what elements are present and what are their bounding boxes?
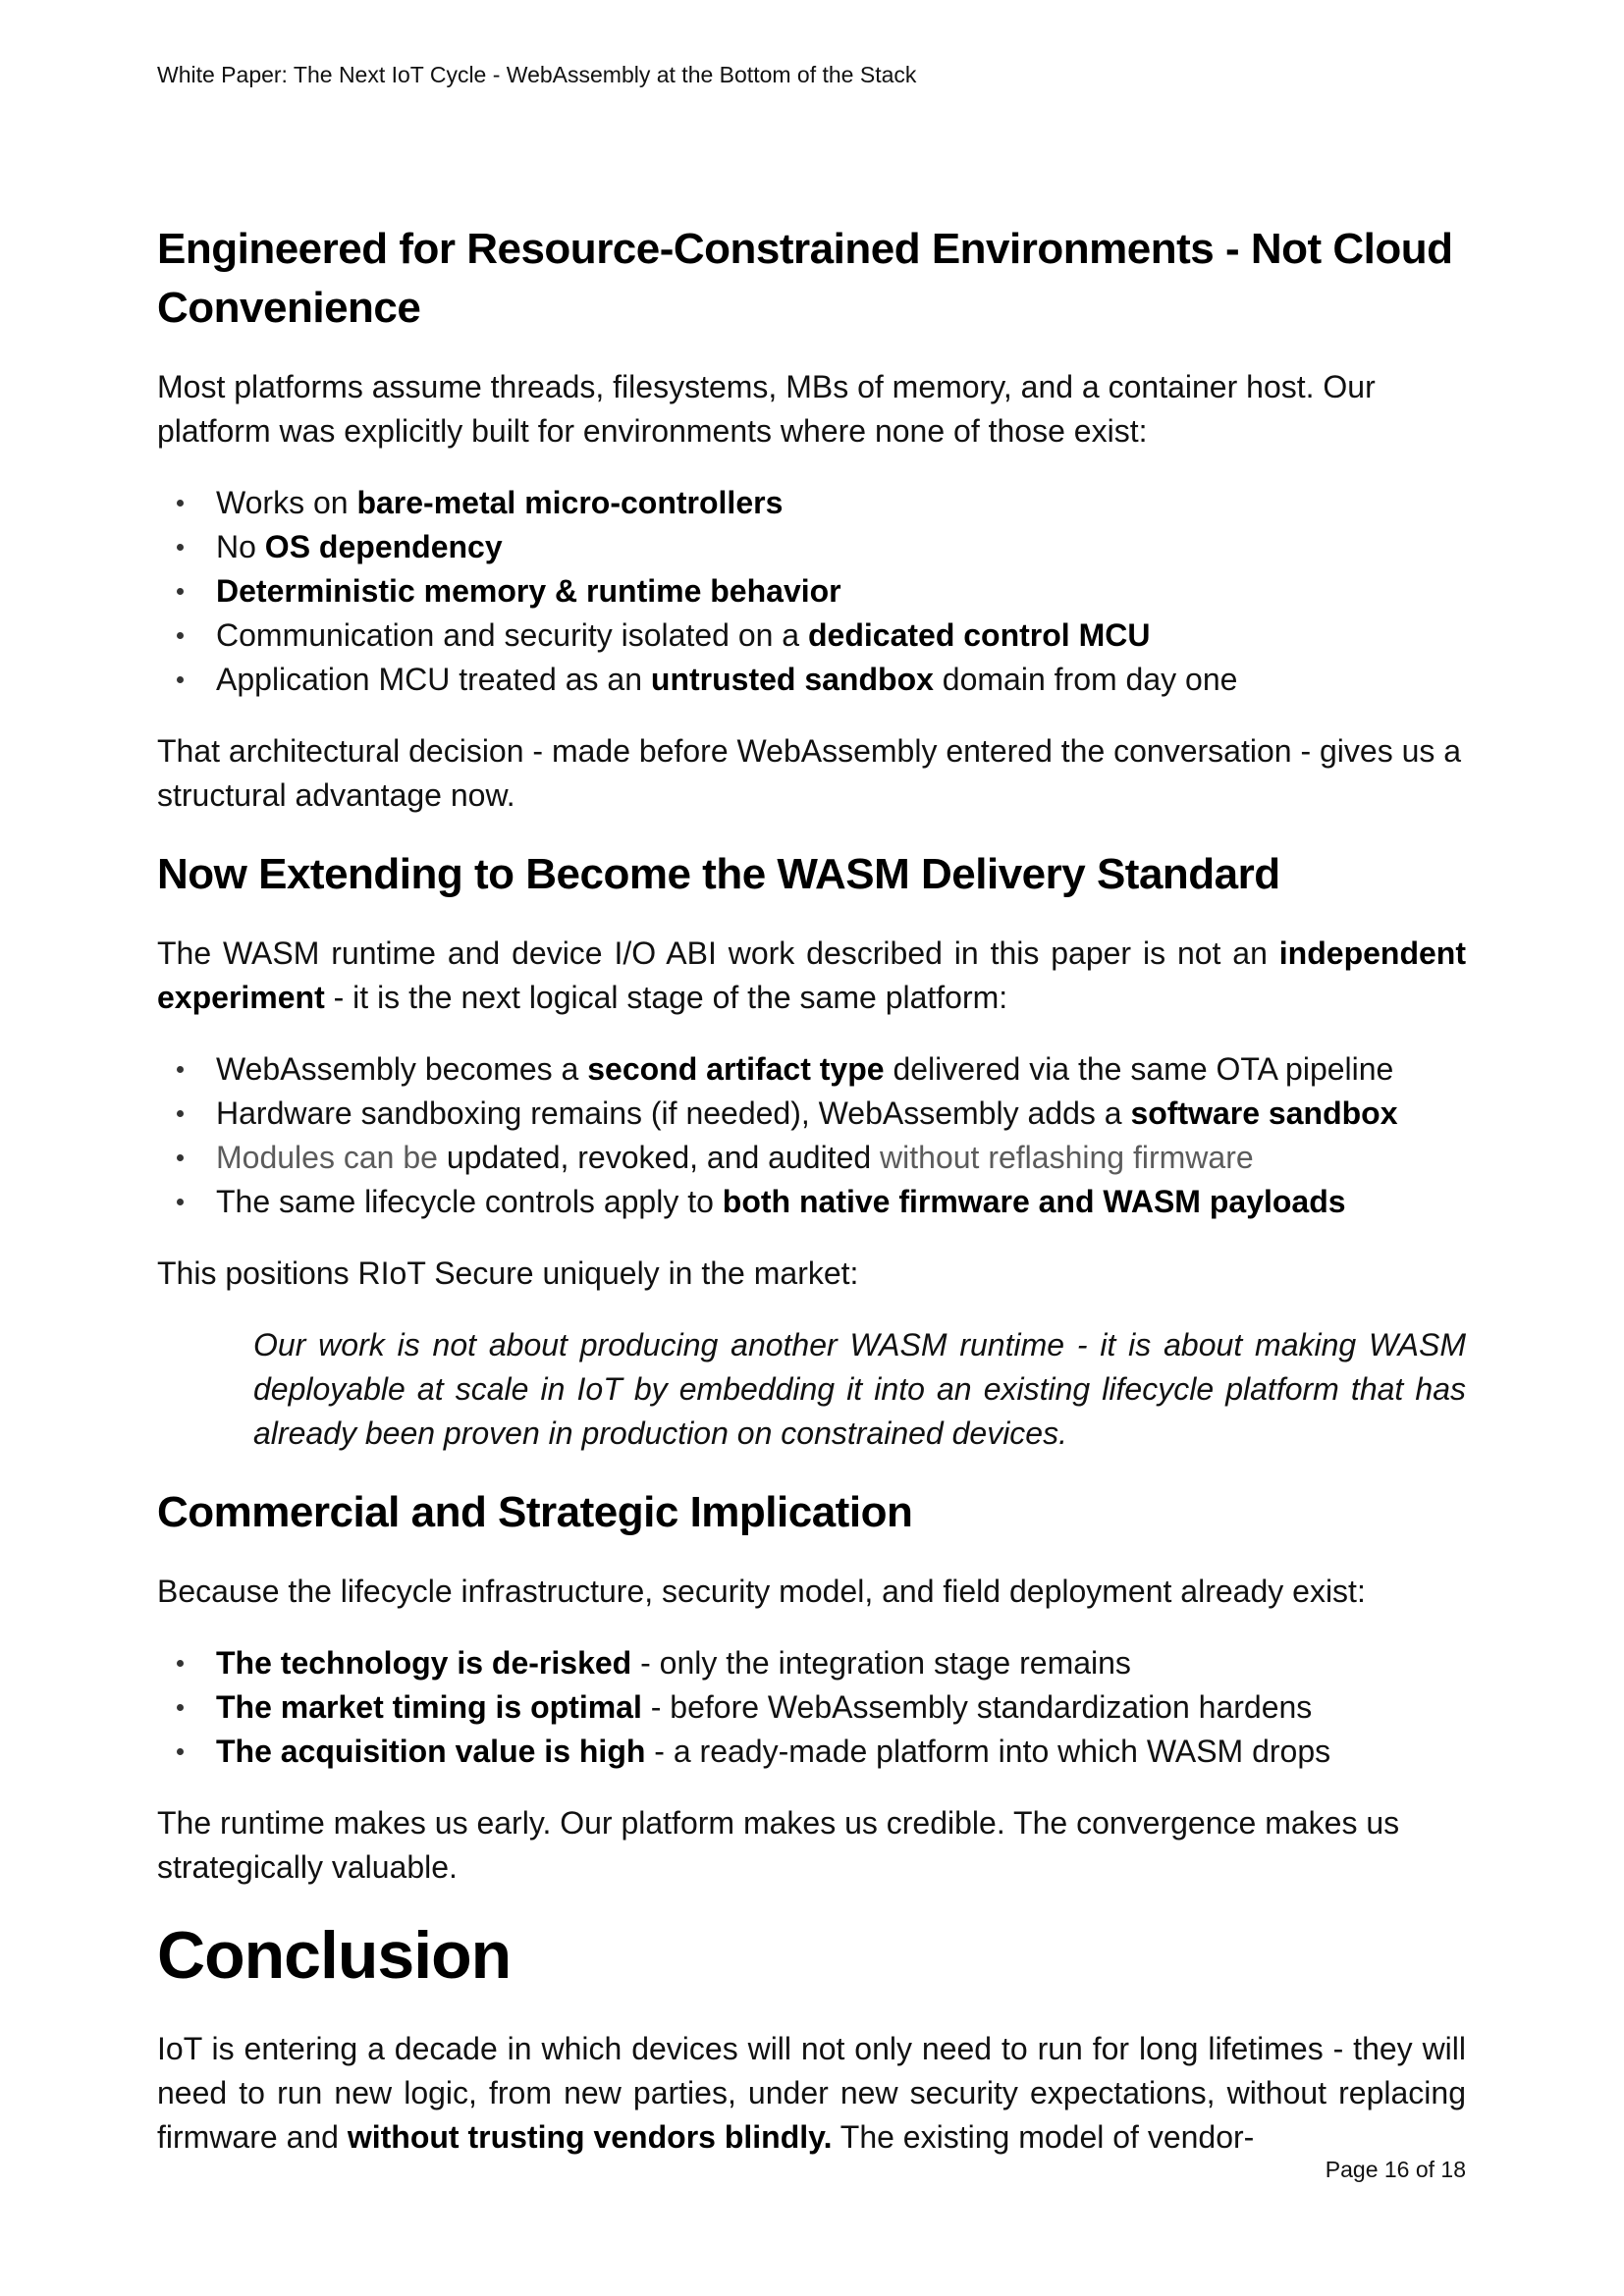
list-item-bold: The technology is de-risked xyxy=(216,1645,632,1681)
list-item xyxy=(157,1092,1466,1136)
list-item xyxy=(157,1047,1466,1092)
list-item-bold: untrusted sandbox xyxy=(650,662,934,697)
list-item-text: - only the integration stage remains xyxy=(631,1645,1131,1681)
section-heading-conclusion: Conclusion xyxy=(157,1918,512,1993)
list-item-text: Hardware sandboxing remains (if needed), WebAssembly adds a xyxy=(216,1095,1131,1131)
list-item-muted-text: without reflashing firmware xyxy=(880,1140,1254,1175)
list-item-text: WebAssembly becomes a xyxy=(216,1051,588,1087)
paragraph-text: The WASM runtime and device I/O ABI work described in this paper is not an xyxy=(157,935,1279,971)
list-item-text: delivered via the same OTA pipeline xyxy=(884,1051,1394,1087)
list-item-muted-text: Modules can be xyxy=(216,1140,447,1175)
list-item-text: - a ready-made platform into which WASM drops xyxy=(645,1734,1331,1769)
list-item-text: The same lifecycle controls apply to xyxy=(216,1184,723,1219)
paragraph-extending-outro: This positions RIoT Secure uniquely in the market: xyxy=(157,1255,859,1291)
page-number xyxy=(1326,2156,1466,2183)
list-item xyxy=(157,1180,1466,1224)
running-header-text: White Paper: The Next IoT Cycle - WebAssembly at the Bottom of the Stack xyxy=(157,62,917,87)
paragraph-commercial-intro: Because the lifecycle infrastructure, security model, and field deployment already exist: xyxy=(157,1574,1366,1609)
paragraph-engineered-outro: That architectural decision - made before WebAssembly entered the conversation - gives us a structural advantage now. xyxy=(157,733,1462,813)
paragraph-conclusion xyxy=(157,2027,1466,2160)
section-heading-commercial: Commercial and Strategic Implication xyxy=(157,1488,913,1536)
paragraph-bold: independent experiment xyxy=(157,935,1466,1015)
paragraph-engineered-intro: Most platforms assume threads, filesystems, MBs of memory, and a container host. Our platform was explicitly built for environments where none of those exist: xyxy=(157,369,1376,449)
pull-quote: Our work is not about producing another WASM runtime - it is about making WASM deployable at scale in IoT by embedding it into an existing lifecycle platform that has already been proven in production on constrained devices. xyxy=(253,1327,1466,1451)
list-item-text: updated, revoked, and audited xyxy=(446,1140,881,1175)
section-heading-engineered: Engineered for Resource-Constrained Environments - Not Cloud Convenience xyxy=(157,225,1453,332)
list-item-bold: both native firmware and WASM payloads xyxy=(722,1184,1346,1219)
list-item-bold: dedicated control MCU xyxy=(807,617,1151,653)
section-heading-extending: Now Extending to Become the WASM Delivery Standard xyxy=(157,850,1280,898)
list-item-text: No xyxy=(216,529,265,564)
bullet-list-extending xyxy=(157,1047,1466,1224)
list-item xyxy=(157,1641,1466,1685)
list-item-text: domain from day one xyxy=(933,662,1238,697)
paragraph-bold: without trusting vendors blindly. xyxy=(347,2119,833,2155)
bullet-list-commercial xyxy=(157,1641,1466,1774)
list-item xyxy=(157,614,1466,658)
list-item xyxy=(157,1730,1466,1774)
list-item xyxy=(157,569,1466,614)
paragraph-text: IoT is entering a decade in which devices will not only need to run for long lifetimes - they will need to run new logic, from new parties, under new security expectations, without replacing firmware and xyxy=(157,2031,1466,2155)
list-item-bold: The acquisition value is high xyxy=(216,1734,646,1769)
running-header xyxy=(157,61,1466,88)
list-item xyxy=(157,481,1466,525)
list-item-bold: bare-metal micro-controllers xyxy=(356,485,784,520)
list-item-bold: software sandbox xyxy=(1130,1095,1398,1131)
bullet-list-engineered xyxy=(157,481,1466,702)
paragraph-text: The existing model of vendor- xyxy=(832,2119,1255,2155)
paragraph-commercial-outro: The runtime makes us early. Our platform makes us credible. The convergence makes us strategically valuable. xyxy=(157,1805,1400,1885)
list-item-text: - before WebAssembly standardization hardens xyxy=(641,1689,1313,1725)
paragraph-extending-intro xyxy=(157,932,1466,1020)
list-item-text: Communication and security isolated on a xyxy=(216,617,808,653)
list-item-bold: OS dependency xyxy=(264,529,503,564)
list-item xyxy=(157,1136,1466,1180)
list-item-text: Works on xyxy=(216,485,357,520)
list-item-text: Application MCU treated as an xyxy=(216,662,651,697)
list-item-bold: second artifact type xyxy=(587,1051,885,1087)
list-item-bold: Deterministic memory & runtime behavior xyxy=(216,573,841,609)
page-number-text: Page 16 of 18 xyxy=(1325,2157,1466,2182)
paragraph-text: - it is the next logical stage of the same platform: xyxy=(324,980,1008,1015)
list-item xyxy=(157,658,1466,702)
list-item-bold: The market timing is optimal xyxy=(216,1689,642,1725)
list-item xyxy=(157,1685,1466,1730)
list-item xyxy=(157,525,1466,569)
